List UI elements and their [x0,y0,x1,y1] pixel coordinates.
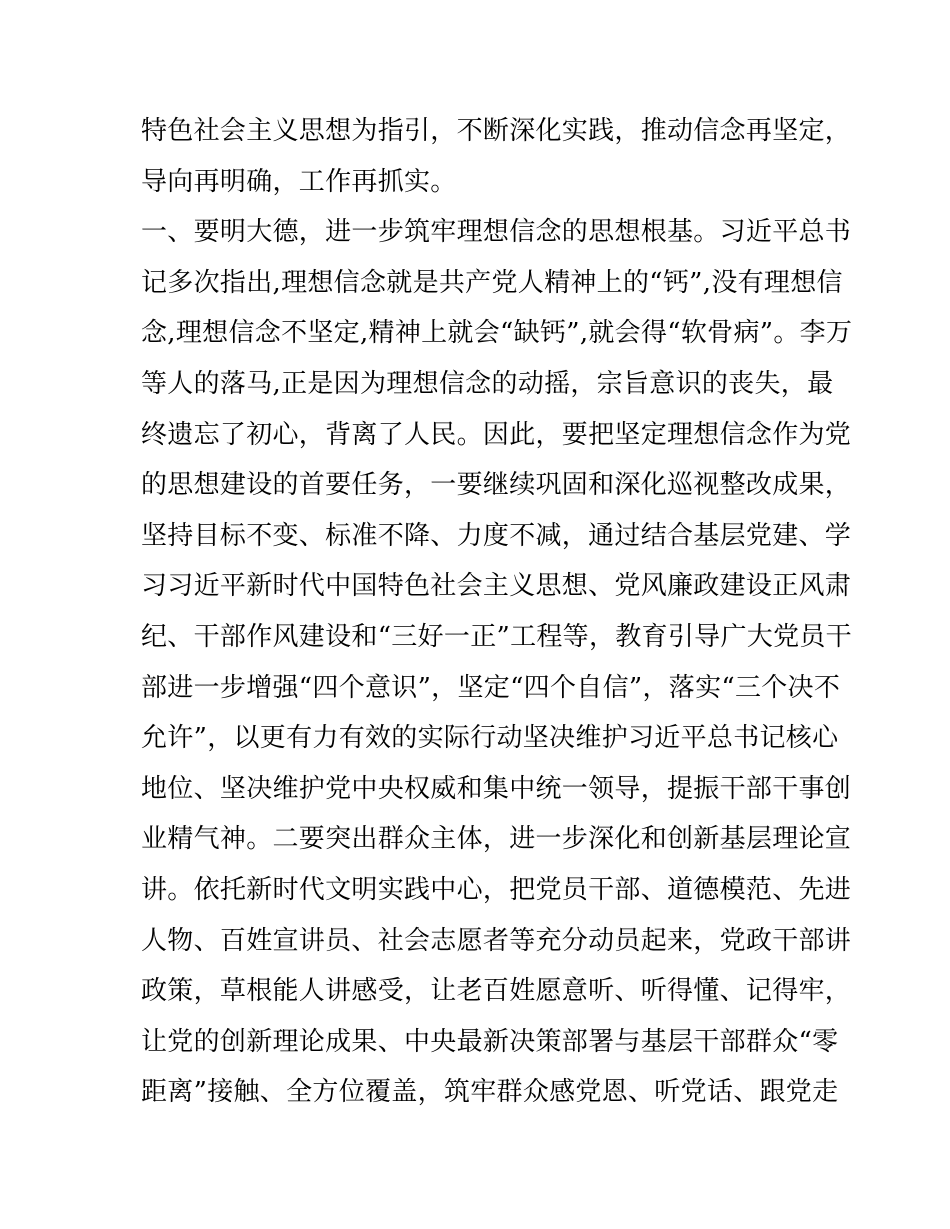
text-line: 地位、坚决维护党中央权威和集中统一领导，提振干部干事创 [141,773,852,804]
text-line: 坚持目标不变、标准不降、力度不减，通过结合基层党建、学 [141,520,852,551]
text-line: 人物、百姓宣讲员、社会志愿者等充分动员起来，党政干部讲 [141,925,852,956]
text-line: 终遗忘了初心，背离了人民。因此，要把坚定理想信念作为党 [141,419,852,450]
text-line: 一、要明大德，进一步筑牢理想信念的思想根基。习近平总书 [141,217,852,248]
text-line: 等人的落马,正是因为理想信念的动摇，宗旨意识的丧失，最 [141,368,834,399]
text-line: 政策，草根能人讲感受，让老百姓愿意听、听得懂、记得牢， [141,976,852,1007]
text-line: 记多次指出,理想信念就是共产党人精神上的“钙”,没有理想信 [141,267,843,298]
text-line: 习习近平新时代中国特色社会主义思想、党风廉政建设正风肃 [141,571,852,602]
text-line: 讲。依托新时代文明实践中心，把党员干部、道德模范、先进 [141,874,852,905]
text-line: 特色社会主义思想为指引，不断深化实践，推动信念再坚定， [141,116,852,146]
text-line: 允许”，以更有力有效的实际行动坚决维护习近平总书记核心 [141,723,839,754]
text-line: 让党的创新理论成果、中央最新决策部署与基层干部群众“零 [141,1026,839,1057]
text-line: 念,理想信念不坚定,精神上就会“缺钙”,就会得“软骨病”。李万 [141,318,853,349]
text-line: 距离”接触、全方位覆盖，筑牢群众感党恩、听党话、跟党走 [141,1077,839,1108]
text-line: 纪、干部作风建设和“三好一正”工程等，教育引导广大党员干 [141,621,852,652]
text-line: 导向再明确，工作再抓实。 [141,166,457,197]
body-text [141,106,853,1118]
text-line: 业精气神。二要突出群众主体，进一步深化和创新基层理论宣 [141,824,852,855]
text-line: 的思想建设的首要任务，一要继续巩固和深化巡视整改成果， [141,470,852,501]
text-line: 部进一步增强“四个意识”，坚定“四个自信”，落实“三个决不 [141,672,841,703]
